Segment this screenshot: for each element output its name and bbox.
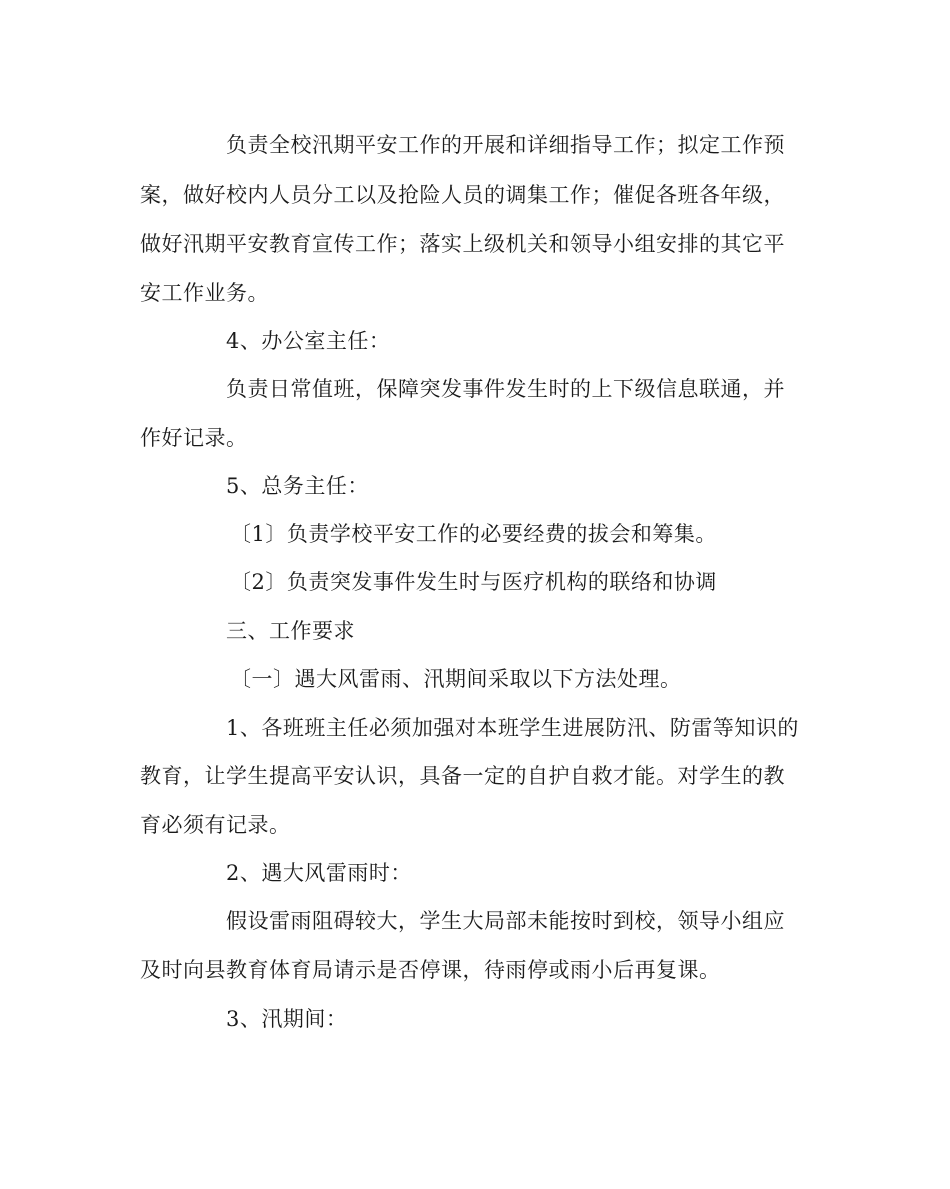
list-item: 〔1〕负责学校平安工作的必要经费的拔会和筹集。 [230, 522, 717, 546]
paragraph-line: 及时向县教育体育局请示是否停课，待雨停或雨小后再复课。 [140, 958, 721, 982]
paragraph-line: 育必须有记录。 [140, 813, 291, 837]
paragraph-line: 负责日常值班，保障突发事件发生时的上下级信息联通，并 [226, 377, 785, 401]
section-heading: 5、总务主任： [226, 474, 369, 498]
paragraph-line: 案，做好校内人员分工以及抢险人员的调集工作；催促各班各年级， [140, 183, 785, 207]
paragraph-line: 作好记录。 [140, 426, 248, 450]
section-heading: 3、汛期间： [226, 1007, 348, 1031]
paragraph-line: 教育，让学生提高平安认识，具备一定的自护自救才能。对学生的教 [140, 764, 785, 788]
paragraph-line: 安工作业务。 [140, 281, 269, 305]
section-heading: 2、遇大风雷雨时： [226, 861, 412, 885]
paragraph-line: 假设雷雨阻碍较大，学生大局部未能按时到校，领导小组应 [226, 909, 785, 933]
section-heading: 4、办公室主任： [226, 329, 391, 353]
section-heading: 三、工作要求 [226, 619, 355, 643]
paragraph-line: 做好汛期平安教育宣传工作；落实上级机关和领导小组安排的其它平 [140, 232, 785, 256]
list-item: 〔2〕负责突发事件发生时与医疗机构的联络和协调 [230, 570, 717, 594]
paragraph-line: 负责全校汛期平安工作的开展和详细指导工作；拟定工作预 [226, 133, 785, 157]
paragraph-line: 1、各班班主任必须加强对本班学生进展防汛、防雷等知识的 [226, 716, 799, 740]
subsection-heading: 〔一〕遇大风雷雨、汛期间采取以下方法处理。 [230, 667, 682, 691]
